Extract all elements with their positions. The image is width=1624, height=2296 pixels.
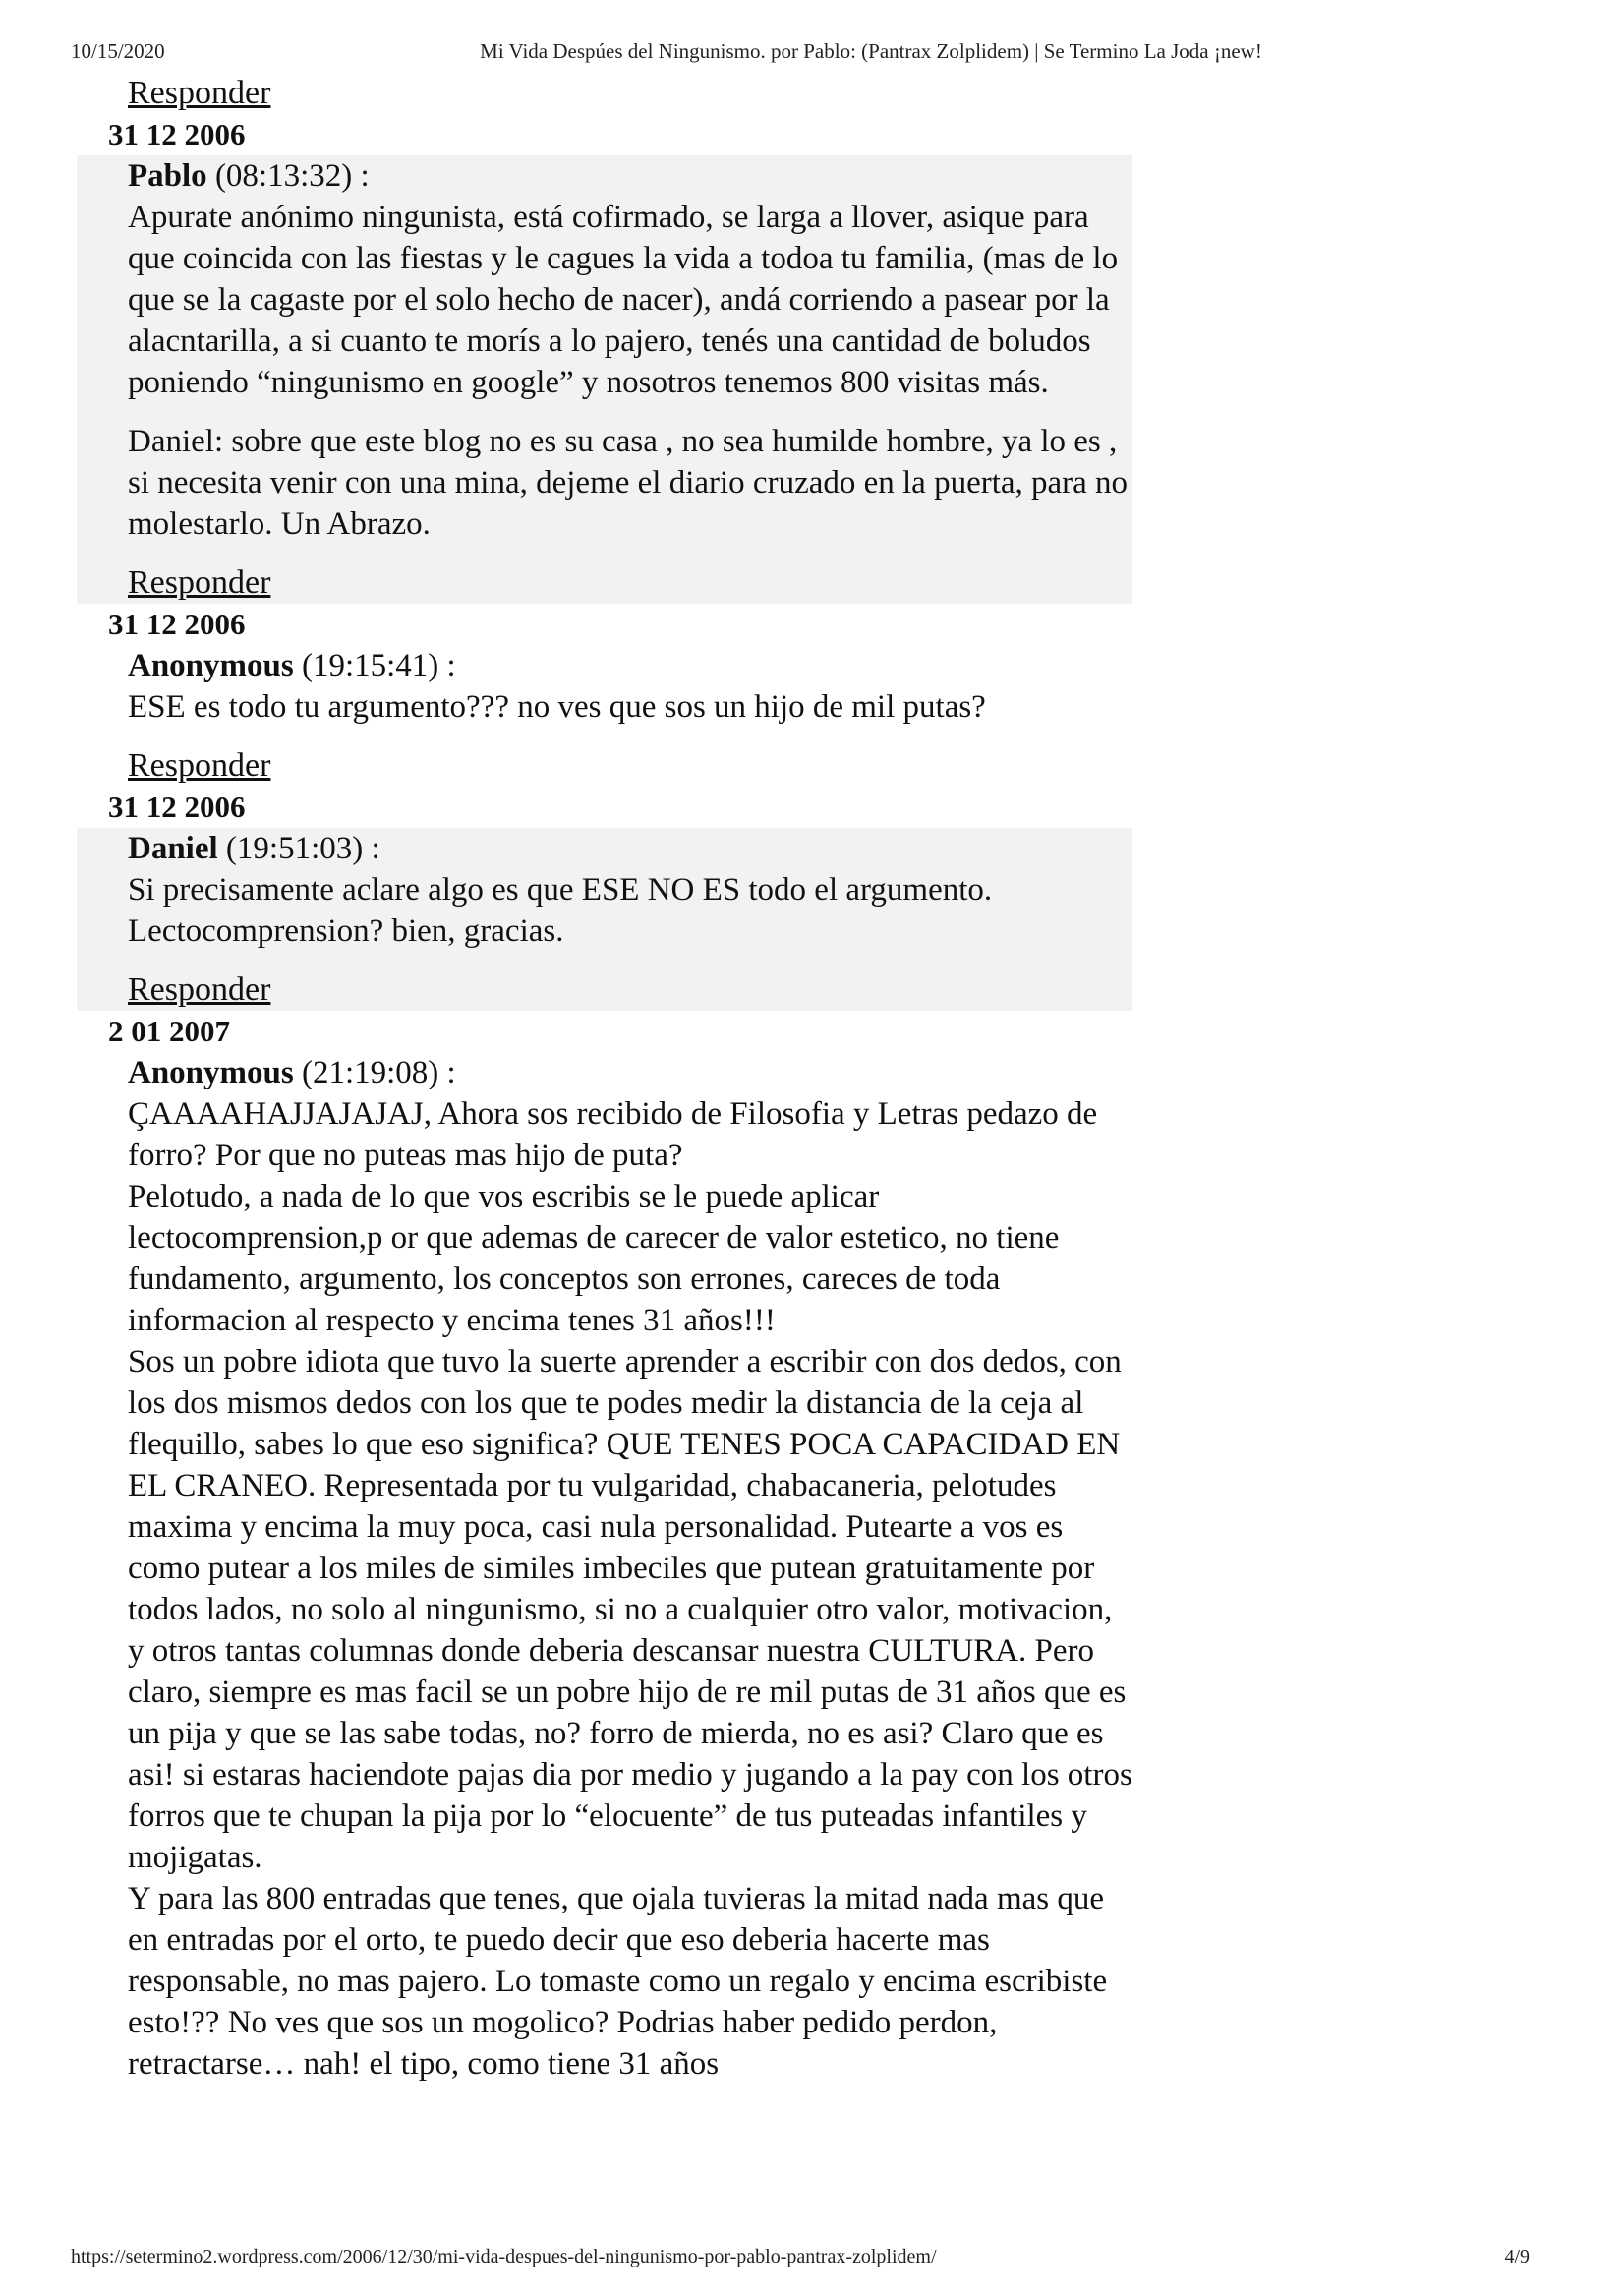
comment [77,828,1132,1011]
spacer [128,952,1132,970]
comment-line: ÇAAAAHAJJAJAJAJ, Ahora sos recibido de Filosofia y Letras pedazo de forro? Por que no puteas mas hijo de puta? [128,1096,1098,1173]
comment-meta [128,155,1132,197]
print-header [71,39,1553,67]
reply-link[interactable]: Responder [128,747,271,784]
print-url: https://setermino2.wordpress.com/2006/12/30/mi-vida-despues-del-ningunismo-por-pablo-pantrax-zolplidem/ [71,2246,937,2267]
print-title: Mi Vida Despúes del Ningunismo. por Pablo: (Pantrax Zolplidem) | Se Termino La Joda ¡new! [480,39,1262,63]
comment-time: (19:15:41) : [293,648,456,683]
comment-paragraph: ESE es todo tu argumento??? no ves que sos un hijo de mil putas? [128,689,986,725]
comment-line: Y para las 800 entradas que tenes, que ojala tuvieras la mitad nada mas que en entradas por el orto, te puedo decir que eso deberia hacerte mas responsable, no mas pajero. Lo tomaste como un regalo y encima escribiste esto!?? No ves que sos un mogolico? Podrias haber pedido perdon, retractarse… nah! el tipo, como tiene 31 años [128,1881,1108,2082]
comment [77,645,1132,787]
comment [77,155,1132,604]
comments-section [77,73,1132,2085]
comment-author[interactable]: Pablo [128,158,207,194]
comment-line: Pelotudo, a nada de lo que vos escribis se le puede aplicar lectocomprension,p or que ademas de carecer de valor estetico, no tiene fundamento, argumento, los conceptos son errones, careces de toda informacion al respecto y encima tenes 31 años!!! [128,1179,1060,1338]
comment-author[interactable]: Anonymous [128,648,294,683]
comment-date: 31 12 2006 [108,790,246,824]
comment-meta [128,1052,1132,1093]
comment-meta [128,828,1132,869]
reply-link[interactable]: Responder [128,971,271,1008]
comment [77,1052,1132,2085]
comment-time: (21:19:08) : [293,1055,456,1090]
page-number: 4/9 [1504,2246,1530,2267]
comment-date: 2 01 2007 [108,1014,230,1048]
comment-paragraph: Si precisamente aclare algo es que ESE NO ES todo el argumento. Lectocomprension? bien, gracias. [128,872,993,949]
comment-meta [128,645,1132,686]
print-date: 10/15/2020 [71,39,165,63]
comment-author[interactable]: Anonymous [128,1055,294,1090]
print-footer [71,2246,1553,2273]
comment-line: Sos un pobre idiota que tuvo la suerte aprender a escribir con dos dedos, con los dos mismos dedos con los que te podes medir la distancia de la ceja al flequillo, sabes lo que eso significa? QUE TENES POCA CAPACIDAD EN EL CRANEO. Representada por tu vulgaridad, chabacaneria, pelotudes maxima y encima la muy poca, casi nula personalidad. Putearte a vos es como putear a los miles de similes imbeciles que putean gratuitamente por todos lados, no solo al ningunismo, si no a cualquier otro valor, motivacion, y otros tantas columnas donde deberia descansar nuestra CULTURA. Pero claro, siempre es mas facil se un pobre hijo de re mil putas de 31 años que es un pija y que se las sabe todas, no? forro de mierda, no es asi? Claro que es asi! si estaras haciendote pajas dia por medio y jugando a la pay con los otros forros que te chupan la pija por lo “elocuente” de tus puteadas infantiles y mojigatas. [128,1344,1132,1875]
reply-link[interactable]: Responder [128,564,271,601]
spacer [128,728,1132,745]
spacer [128,545,1132,562]
reply-link[interactable]: Responder [128,75,271,111]
comment-date: 31 12 2006 [108,607,246,641]
comment-date: 31 12 2006 [108,117,246,151]
comment-time: (19:51:03) : [217,831,380,866]
comment-paragraph: Apurate anónimo ningunista, está cofirmado, se larga a llover, asique para que coincida con las fiestas y le cagues la vida a todoa tu familia, (mas de lo que se la cagaste por el solo hecho de nacer), andá corriendo a pasear por la alacntarilla, a si cuanto te morís a lo pajero, tenés una cantidad de boludos poniendo “ningunismo en google” y nosotros tenemos 800 visitas más. [128,200,1119,400]
comment-author[interactable]: Daniel [128,831,218,866]
comment-paragraph: Daniel: sobre que este blog no es su casa , no sea humilde hombre, ya lo es , si necesita venir con una mina, dejeme el diario cruzado en la puerta, para no molestarlo. Un Abrazo. [128,424,1129,542]
comment-time: (08:13:32) : [206,158,370,194]
